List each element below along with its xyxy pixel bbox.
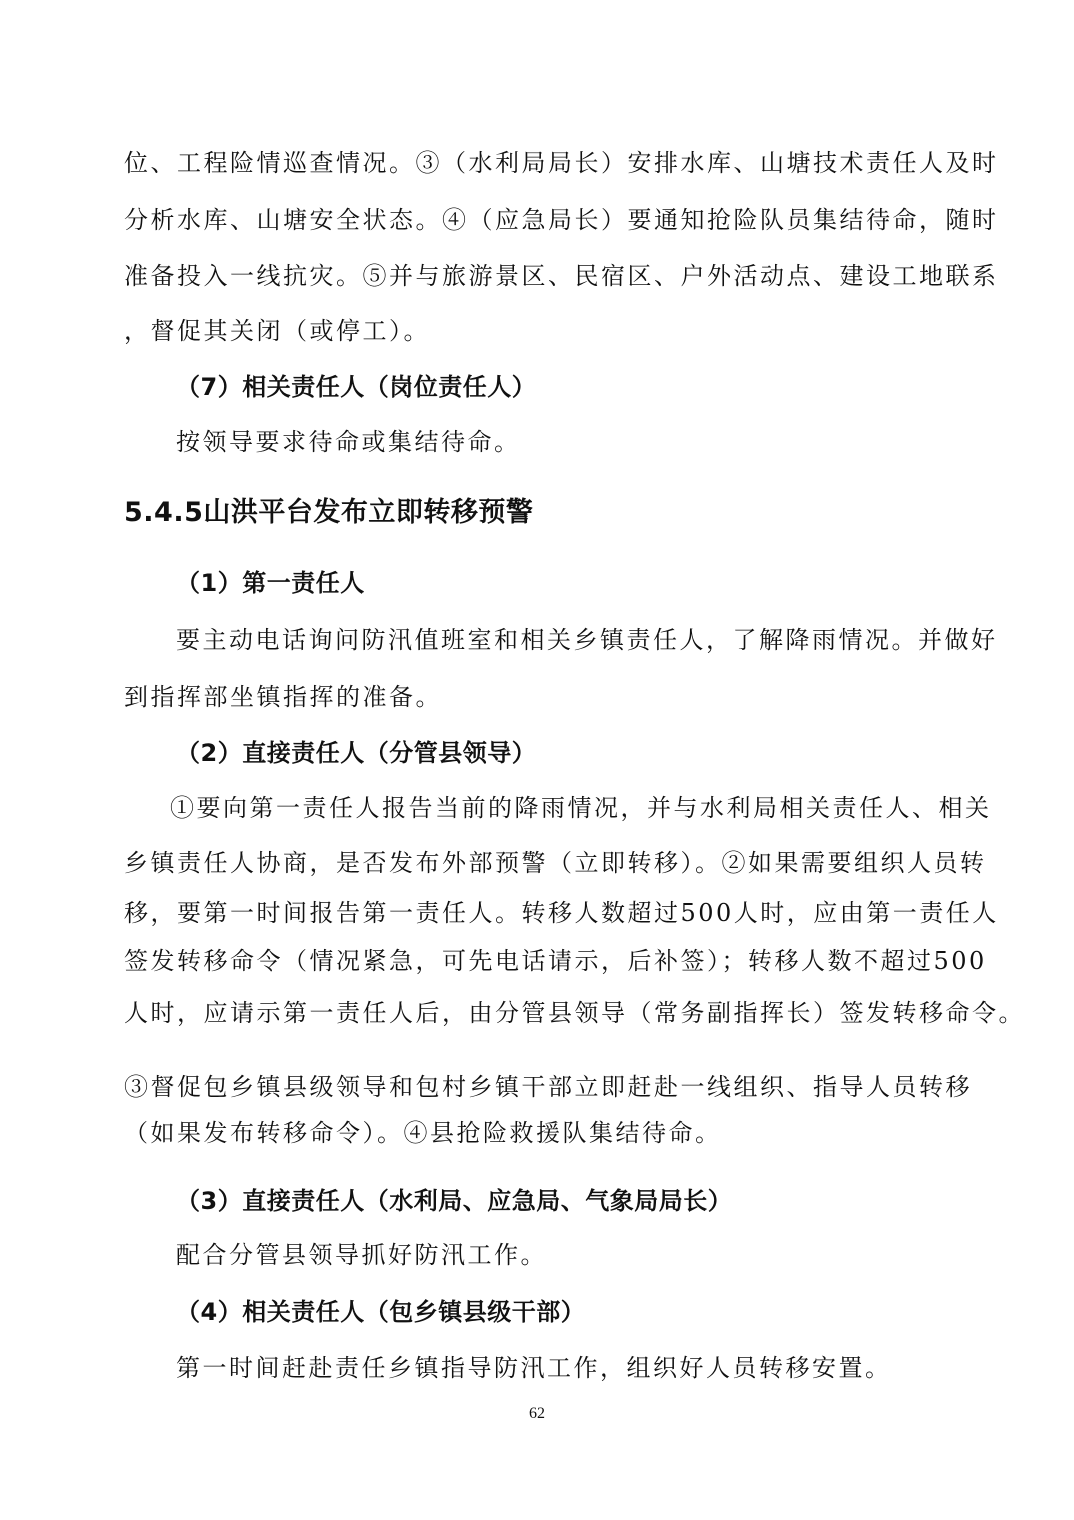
body-text-line: （如果发布转移命令）。④县抢险救援队集结待命。 [124,1119,722,1147]
subheading: （3）直接责任人（水利局、应急局、气象局局长） [176,1187,733,1215]
body-text-line: 到指挥部坐镇指挥的准备。 [124,683,442,711]
page-number: 62 [529,1405,545,1422]
body-text-line: 人时，应请示第一责任人后，由分管县领导（常务副指挥长）签发转移命令。 [124,999,1025,1027]
subheading: （2）直接责任人（分管县领导） [176,739,537,767]
body-text-line: 配合分管县领导抓好防汛工作。 [176,1241,547,1269]
body-text-line: 位、工程险情巡查情况。③（水利局局长）安排水库、山塘技术责任人及时 [124,149,999,177]
body-text-line: ，督促其关闭（或停工）。 [124,317,430,345]
body-text-line: 分析水库、山塘安全状态。④（应急局长）要通知抢险队员集结待命，随时 [124,206,999,234]
body-text-line: ③督促包乡镇县级领导和包村乡镇干部立即赶赴一线组织、指导人员转移 [124,1073,972,1101]
subheading: （1）第一责任人 [176,569,365,597]
body-text-line: 第一时间赶赴责任乡镇指导防汛工作，组织好人员转移安置。 [176,1354,892,1382]
subheading: （4）相关责任人（包乡镇县级干部） [176,1298,586,1326]
section-title: 5.4.5山洪平台发布立即转移预警 [124,497,534,528]
body-text-line: 乡镇责任人协商，是否发布外部预警（立即转移）。②如果需要组织人员转 [124,849,987,877]
body-text-line: 要主动电话询问防汛值班室和相关乡镇责任人，了解降雨情况。并做好 [176,626,998,654]
body-text-line: 移，要第一时间报告第一责任人。转移人数超过500人时，应由第一责任人 [124,899,999,927]
body-text-line: 准备投入一线抗灾。⑤并与旅游景区、民宿区、户外活动点、建设工地联系 [124,262,999,290]
subheading: （7）相关责任人（岗位责任人） [176,373,537,401]
body-text-line: ①要向第一责任人报告当前的降雨情况，并与水利局相关责任人、相关 [170,794,992,822]
body-text-line: 签发转移命令（情况紧急，可先电话请示，后补签）；转移人数不超过500 [124,947,987,975]
body-text-line: 按领导要求待命或集结待命。 [176,428,521,456]
